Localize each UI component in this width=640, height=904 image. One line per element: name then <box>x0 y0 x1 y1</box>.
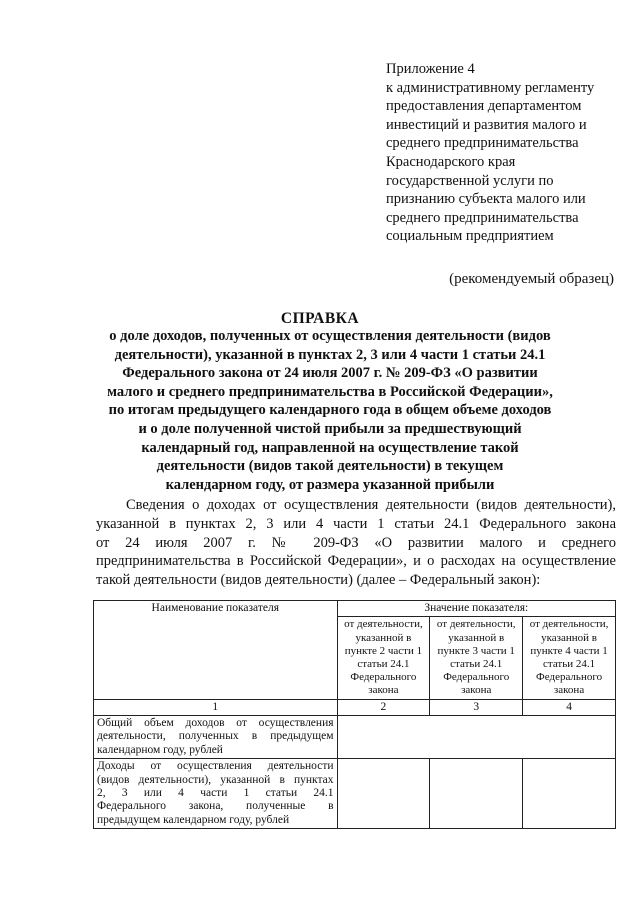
appendix-line: социальным предприятием <box>386 228 554 245</box>
header-indicator-name: Наименование показателя <box>94 601 338 700</box>
subtitle-line: деятельности), указанной в пунктах 2, 3 или 4 части 1 статьи 24.1 <box>114 346 546 363</box>
row-label-line: Общий объем доходов от осуществления <box>97 717 334 730</box>
sample-note: (рекомендуемый образец) <box>449 271 614 287</box>
subtitle-line: и о доле полученной чистой прибыли за предшествующий <box>138 420 522 437</box>
row-value-cell[interactable] <box>523 759 616 829</box>
subheader-point-3: от деятельности, указанной в пункте 3 части 1 статьи 24.1 Федерального закона <box>430 617 523 699</box>
appendix-line: инвестиций и развития малого и <box>386 116 587 133</box>
intro-paragraph <box>96 496 616 590</box>
row-value-cell[interactable] <box>337 759 430 829</box>
header-indicator-value: Значение показателя: <box>337 601 615 617</box>
row-label-line: 2, 3 или 4 части 1 статьи 24.1 <box>97 787 334 800</box>
indicators-table <box>93 600 616 829</box>
row-label-line: календарном году, рублей <box>97 743 223 756</box>
appendix-block <box>386 60 626 246</box>
column-number-row <box>94 699 616 715</box>
subheader-point-4: от деятельности, указанной в пункте 4 части 1 статьи 24.1 Федерального закона <box>523 617 616 699</box>
intro-line: Сведения о доходах от осуществления деятельности (видов деятельности), <box>126 497 616 513</box>
appendix-line: государственной услуги по <box>386 172 554 189</box>
column-number: 2 <box>337 699 430 715</box>
appendix-line: к административному регламенту <box>386 79 595 96</box>
row-value-cell[interactable] <box>337 716 615 759</box>
appendix-line: Приложение 4 <box>386 61 475 77</box>
intro-line: предпринимательства в Российской Федерации», и о расходах на осуществление <box>96 553 616 570</box>
subtitle-line: календарном году, от размера указанной прибыли <box>165 476 495 493</box>
intro-line: указанной в пунктах 2, 3 или 4 части 1 статьи 24.1 Федерального закона <box>96 515 616 532</box>
appendix-line: предоставления департаментом <box>386 98 582 115</box>
column-number: 3 <box>430 699 523 715</box>
subtitle-line: Федерального закона от 24 июля 2007 г. № 209-ФЗ «О развитии <box>122 365 538 382</box>
column-number: 1 <box>94 699 338 715</box>
row-label-line: Федерального закона, полученные в <box>97 800 334 813</box>
intro-line: от 24 июля 2007 г. № 209-ФЗ «О развитии малого и среднего <box>96 534 616 551</box>
subtitle-line: по итогам предыдущего календарного года в общем объеме доходов <box>108 402 552 419</box>
subtitle-line: малого и среднего предпринимательства в Российской Федерации», <box>107 383 553 400</box>
document-subtitle <box>60 327 600 494</box>
row-label-line: предыдущем календарном году, рублей <box>97 813 290 826</box>
document-title: СПРАВКА <box>280 310 360 327</box>
appendix-line: Краснодарского края <box>386 153 516 170</box>
row-label-activity-income <box>94 759 338 829</box>
subtitle-line: календарный год, направленной на осуществление такой <box>141 439 519 456</box>
appendix-line: среднего предпринимательства <box>386 209 579 226</box>
subheader-point-2: от деятельности, указанной в пункте 2 части 1 статьи 24.1 Федерального закона <box>337 617 430 699</box>
row-label-line: деятельности, полученных в предыдущем <box>97 730 334 743</box>
subtitle-line: о доле доходов, полученных от осуществления деятельности (видов <box>109 328 551 344</box>
column-number: 4 <box>523 699 616 715</box>
appendix-line: среднего предпринимательства <box>386 135 579 152</box>
table-header-row <box>94 601 616 617</box>
intro-line: такой деятельности (видов деятельности) (далее – Федеральный закон): <box>96 572 541 589</box>
row-value-cell[interactable] <box>430 759 523 829</box>
appendix-line: признанию субъекта малого или <box>386 191 586 208</box>
table-row <box>94 759 616 829</box>
subtitle-line: деятельности (видов такой деятельности) в текущем <box>156 458 504 475</box>
table-row <box>94 716 616 759</box>
row-label-total-income <box>94 716 338 759</box>
row-label-line: (видов деятельности), указанной в пунктах <box>97 773 334 786</box>
row-label-line: Доходы от осуществления деятельности <box>97 760 334 773</box>
